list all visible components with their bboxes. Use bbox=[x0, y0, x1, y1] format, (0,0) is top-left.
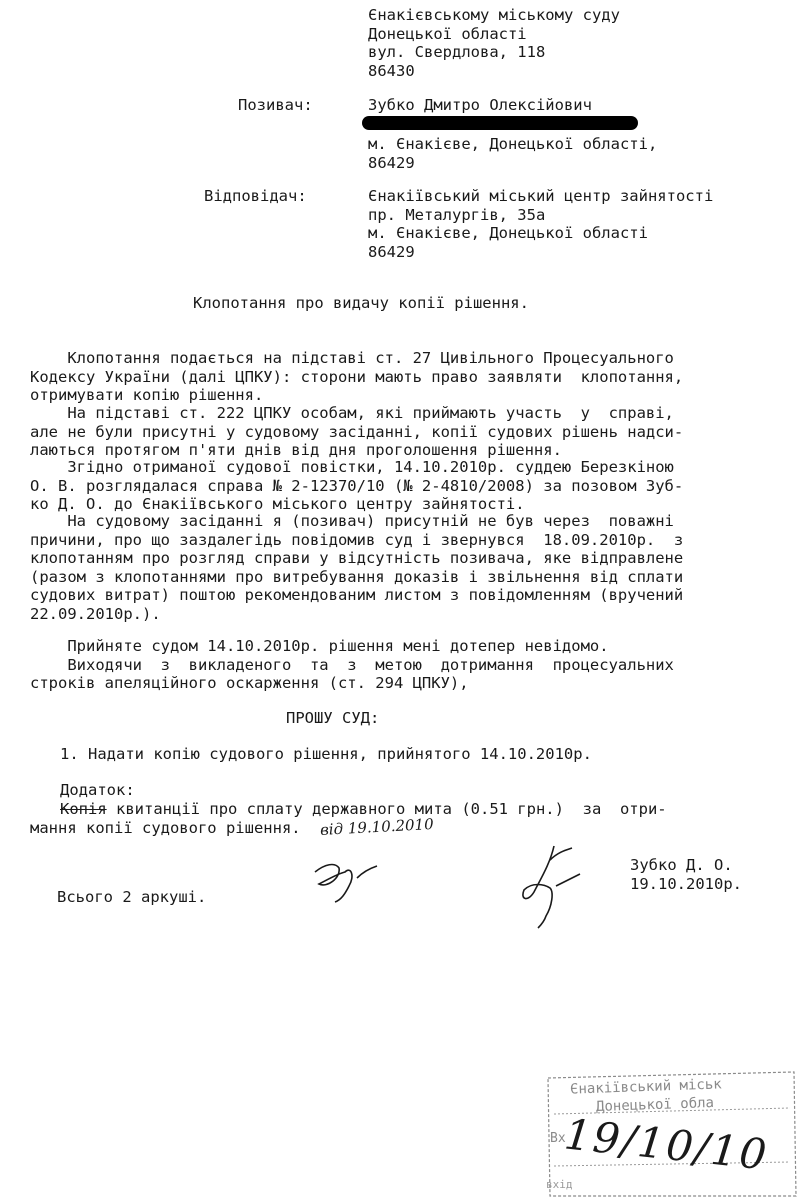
body-line: Виходячи з викладеного та з метою дотримання процесуальних bbox=[30, 655, 674, 674]
body-line: Прийняте судом 14.10.2010р. рішення мені дотепер невідомо. bbox=[30, 637, 609, 655]
attachment-label: Додаток: bbox=[60, 781, 135, 799]
body-line: отримувати копію рішення. bbox=[30, 386, 264, 404]
body-line: Клопотання подається на підставі ст. 27 Цивільного Процесуального bbox=[30, 349, 674, 367]
plaintiff-address-line: 86429 bbox=[368, 153, 415, 172]
body-line: клопотанням про розгляд справи у відсутність позивача, яке відправлене bbox=[30, 549, 684, 567]
defendant-label: Відповідач: bbox=[204, 187, 307, 205]
stamp-handwritten-date: 19/10/10 bbox=[562, 1109, 771, 1180]
body-line: лаються протягом п'яти днів від дня проголошення рішення. bbox=[30, 441, 562, 459]
body-line: але не були присутні у судовому засіданні, копії судових рішень надси- bbox=[30, 422, 684, 441]
body-line: судових витрат) поштою рекомендованим листом з повідомленням (вручений bbox=[30, 586, 684, 604]
defendant-line: пр. Металургів, 35а bbox=[368, 205, 546, 224]
plaintiff-address-line: м. Єнакієве, Донецької області, bbox=[368, 135, 658, 153]
defendant-address bbox=[368, 187, 713, 261]
body-line: 22.09.2010р.). bbox=[30, 604, 161, 623]
stamp-line: Донецької обла bbox=[595, 1094, 715, 1116]
request-item: 1. Надати копію судового рішення, прийнятого 14.10.2010р. bbox=[60, 745, 592, 763]
incoming-stamp bbox=[544, 1070, 800, 1198]
plaintiff-label: Позивач: bbox=[238, 96, 313, 114]
attachment-text: про сплату державного мита (0.51 грн.) за отри- bbox=[209, 800, 667, 818]
body-paragraph-1 bbox=[30, 349, 683, 405]
court-address-line: Донецької області bbox=[368, 24, 527, 43]
total-pages: Всього 2 аркуші. bbox=[57, 888, 207, 906]
signature-block bbox=[630, 856, 742, 893]
signature-right bbox=[510, 840, 590, 930]
body-line: Кодексу України (далі ЦПКУ): сторони мають право заявляти клопотання, bbox=[30, 367, 684, 386]
attachment-line-2: мання копії судового рішення. bbox=[30, 819, 301, 837]
court-address-line: 86430 bbox=[368, 61, 415, 80]
court-address bbox=[368, 6, 620, 80]
body-line: Згідно отриманої судової повістки, 14.10.2010р. суддею Березкіною bbox=[30, 458, 674, 476]
signature-date: 19.10.2010р. bbox=[630, 874, 742, 893]
body-paragraph-4 bbox=[30, 512, 683, 623]
defendant-line: Єнакіївський міський центр зайнятості bbox=[368, 187, 714, 205]
court-address-line: Єнакієвському міському суду bbox=[368, 6, 620, 24]
defendant-line: 86429 bbox=[368, 242, 415, 261]
handwritten-date: від 19.10.2010 bbox=[319, 815, 435, 839]
stamp-line: вхід bbox=[546, 1178, 573, 1191]
attachment-line-1 bbox=[60, 800, 667, 819]
body-line: строків апеляційного оскарження (ст. 294 ЦПКУ), bbox=[30, 674, 469, 692]
body-paragraph-5 bbox=[30, 637, 674, 693]
receipt-word: квитанції bbox=[116, 800, 201, 818]
body-line: ко Д. О. до Єнакіївського міського центру зайнятості. bbox=[30, 495, 525, 513]
stamp-line: Єнакіївський міськ bbox=[569, 1076, 722, 1098]
body-line: (разом з клопотаннями про витребування доказів і звільнення від сплати bbox=[30, 567, 684, 586]
redaction-bar bbox=[362, 116, 638, 130]
body-line: На підставі ст. 222 ЦПКУ особам, які приймають участь у справі, bbox=[30, 404, 674, 422]
plaintiff-name: Зубко Дмитро Олексійович bbox=[368, 96, 592, 114]
request-heading: ПРОШУ СУД: bbox=[286, 709, 380, 727]
struck-word: Копія bbox=[60, 800, 107, 818]
signature-left bbox=[305, 838, 395, 908]
court-address-line: вул. Свердлова, 118 bbox=[368, 43, 546, 61]
signer-name: Зубко Д. О. bbox=[630, 856, 733, 874]
document-title: Клопотання про видачу копії рішення. bbox=[193, 294, 529, 312]
stamp-line: Вх bbox=[550, 1131, 566, 1146]
defendant-line: м. Єнакієве, Донецької області bbox=[368, 224, 648, 242]
body-paragraph-3 bbox=[30, 458, 683, 514]
body-line: причини, про що заздалегідь повідомив суд і звернувся 18.09.2010р. з bbox=[30, 530, 684, 549]
plaintiff-address bbox=[368, 135, 657, 172]
body-line: На судовому засіданні я (позивач) присутній не був через поважні bbox=[30, 512, 674, 530]
body-paragraph-2 bbox=[30, 404, 683, 460]
body-line: О. В. розглядалася справа № 2-12370/10 (№ 2-4810/2008) за позовом Зуб- bbox=[30, 476, 684, 495]
